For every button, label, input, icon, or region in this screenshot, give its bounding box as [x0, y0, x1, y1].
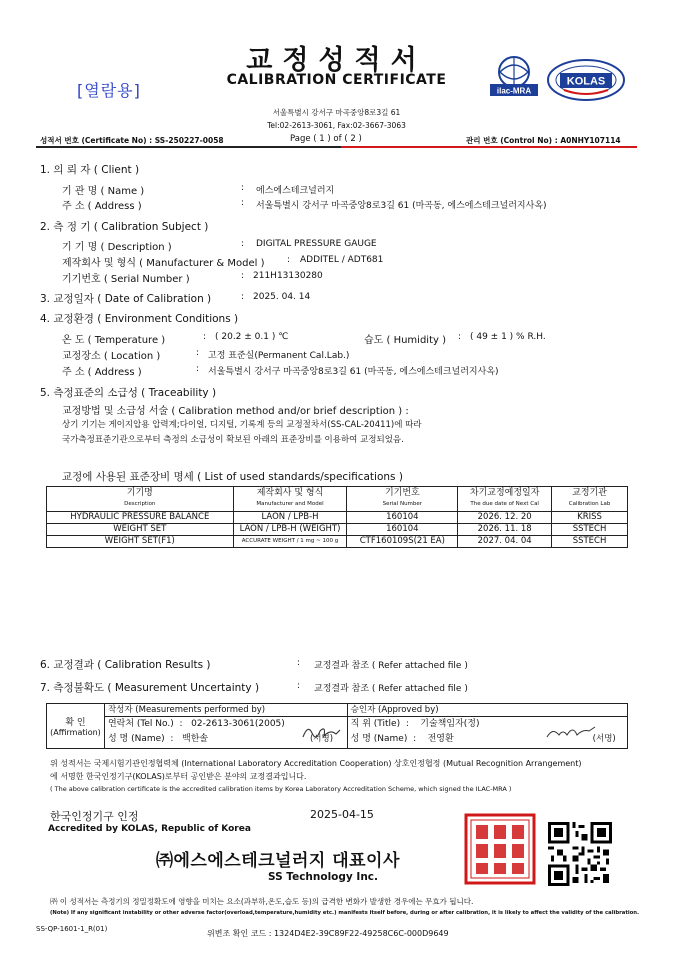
- table-cell: SSTECH: [552, 536, 628, 548]
- table-cell: LAON / LPB-H (WEIGHT): [233, 524, 347, 536]
- accreditation-en: Accredited by KOLAS, Republic of Korea: [48, 824, 251, 834]
- traceability-heading: 5. 측정표준의 소급성 ( Traceability ): [40, 387, 217, 399]
- header-divider-left: [36, 146, 341, 148]
- ilac-mra-logo-icon: [486, 54, 542, 98]
- table-header-row: [47, 487, 628, 512]
- colon: :: [196, 364, 200, 374]
- trace-method-line2: 국가측정표준기관으로부터 측정의 소급성이 확보된 아래의 표준장비를 이용하여 교정되었음.: [62, 435, 404, 445]
- subject-serial-value: 211H13130280: [253, 271, 323, 281]
- table-cell: 2026. 12. 20: [458, 512, 552, 524]
- colon: :: [287, 255, 291, 265]
- approver-name-label: 성 명 (Name): [350, 734, 408, 744]
- client-address-value: 서울특별시 강서구 마곡중앙8로3길 61 (마곡동, 에스에스테크널러지사옥): [256, 201, 547, 211]
- forgery-code: 위변조 확인 코드 : 1324D4E2-39C89F22-49258C6C-000D9649: [207, 929, 449, 938]
- uncertainty-heading: 7. 측정불확도 ( Measurement Uncertainty ): [40, 682, 260, 694]
- footnote-line1: 위 성적서는 국제시험기관인정협력체 (International Laboratory Accreditation Cooperation) 상호인정협정 (Mutual Recognition Arrangement): [50, 759, 582, 768]
- env-humidity-label: 습도 ( Humidity ): [364, 335, 447, 346]
- title-korean: 교정성적서: [246, 45, 427, 76]
- env-address-label: 주 소 ( Address ): [62, 367, 142, 378]
- trace-method-label: 교정방법 및 소급성 서술 ( Calibration method and/or brief description ) :: [62, 406, 409, 417]
- form-number: SS-QP-1601-1_R(01): [36, 925, 108, 933]
- table-row: [47, 536, 628, 548]
- subject-mfr-label: 제작회사 및 형식 ( Manufacturer & Model ): [62, 258, 265, 269]
- env-location-label: 교정장소 ( Location ): [62, 351, 161, 362]
- table-header-cell: 차기교정예정일자 The due date of Next Cal: [458, 487, 552, 512]
- accreditation-date: 2025-04-15: [310, 808, 374, 821]
- performer-tel-value: 02-2613-3061(2005): [191, 719, 285, 729]
- certificate-number: 성적서 번호 (Certificate No) : SS-250227-0058: [40, 136, 224, 145]
- note-en: (Note) If any significant instability or other adverse factor(overload,temperature,humidity etc.) manifests itself before, during or after calibration, it is likely to affect the validity of the calibration.: [50, 910, 640, 916]
- client-name-value: 에스에스테크널러지: [256, 186, 335, 196]
- affirmation-label-en: (Affirmation): [50, 728, 101, 737]
- table-header-cell: 기기명 Description: [47, 487, 234, 512]
- lab-address: 서울특별시 강서구 마곡중앙8로3길 61: [272, 108, 401, 117]
- title-english: CALIBRATION CERTIFICATE: [226, 72, 447, 88]
- performer-signature-icon: [300, 721, 342, 743]
- approver-sign-label: (서명): [592, 734, 616, 744]
- table-cell: SSTECH: [552, 524, 628, 536]
- table-header-cell: 제작회사 및 형식 Manufacturer and Model: [233, 487, 347, 512]
- subject-desc-value: DIGITAL PRESSURE GAUGE: [256, 239, 377, 249]
- subject-serial-label: 기기번호 ( Serial Number ): [62, 274, 190, 285]
- viewing-mark: [열람용]: [77, 81, 141, 100]
- client-address-label: 주 소 ( Address ): [62, 201, 142, 212]
- table-row: [47, 524, 628, 536]
- accreditation-ko: 한국인정기구 인정: [50, 810, 139, 823]
- colon: :: [241, 183, 245, 193]
- footnote-line2: 에 서명한 한국인정기구(KOLAS)로부터 공인받은 분야의 교정결과입니다.: [50, 772, 307, 781]
- table-header-cell: 기기번호 Serial Number: [347, 487, 458, 512]
- env-address-value: 서울특별시 강서구 마곡중앙8로3길 61 (마곡동, 에스에스테크널러지사옥): [208, 367, 499, 377]
- table-cell: 2026. 11. 18: [458, 524, 552, 536]
- client-heading: 1. 의 뢰 자 ( Client ): [40, 164, 140, 176]
- kolas-text: KOLAS: [566, 75, 606, 88]
- affirmation-label-cell: [47, 704, 105, 749]
- subject-mfr-value: ADDITEL / ADT681: [300, 255, 384, 265]
- subject-desc-label: 기 기 명 ( Description ): [62, 242, 172, 253]
- colon: :: [196, 348, 200, 358]
- colon: :: [297, 681, 301, 691]
- affirmation-label-ko: 확 인: [65, 718, 86, 728]
- table-cell: 160104: [347, 524, 458, 536]
- client-name-label: 기 관 명 ( Name ): [62, 186, 145, 197]
- performer-tel-row: 연락처 (Tel No.) : 02-2613-3061(2005): [107, 719, 285, 729]
- footnote-line3: ( The above calibration certificate is the accredited calibration items by Korea Laboratory Accreditation Scheme, which signed the ILAC-MRA ): [50, 785, 512, 793]
- control-number: 관리 번호 (Control No) : A0NHY107114: [466, 136, 621, 145]
- table-cell: 160104: [347, 512, 458, 524]
- results-value: 교정결과 참조 ( Refer attached file ): [314, 661, 468, 671]
- subject-heading: 2. 측 정 기 ( Calibration Subject ): [40, 221, 209, 233]
- environment-heading: 4. 교정환경 ( Environment Conditions ): [40, 313, 239, 325]
- trace-method-line1: 상기 기기는 게이지압용 압력계;다이얼, 디지털, 기록계 등의 교정절차서(SS-CAL-20411)에 따라: [62, 420, 422, 430]
- performer-name-value: 백한솔: [182, 734, 209, 744]
- approver-title-label: 직 위 (Title): [350, 719, 401, 729]
- date-value: 2025. 04. 14: [253, 292, 311, 302]
- table-cell: LAON / LPB-H: [233, 512, 347, 524]
- lab-contact: Tel:02-2613-3061, Fax:02-3667-3063: [267, 121, 406, 130]
- approver-signature-icon: [545, 723, 597, 743]
- performer-name-label: 성 명 (Name): [107, 734, 165, 744]
- table-cell: 2027. 04. 04: [458, 536, 552, 548]
- colon: :: [241, 239, 245, 249]
- table-cell: CTF160109S(21 EA): [347, 536, 458, 548]
- approver-title-row: 직 위 (Title) : 기술책임자(정): [350, 719, 480, 729]
- results-heading: 6. 교정결과 ( Calibration Results ): [40, 659, 211, 671]
- colon: :: [203, 332, 207, 342]
- approver-title-value: 기술책임자(정): [420, 719, 480, 729]
- table-cell: ACCURATE WEIGHT / 1 mg ~ 100 g: [233, 536, 347, 548]
- qr-code-icon: [548, 822, 612, 886]
- page-number: Page ( 1 ) of ( 2 ): [290, 134, 362, 144]
- table-cell: WEIGHT SET: [47, 524, 234, 536]
- standards-table: [46, 486, 628, 548]
- standards-heading: 교정에 사용된 표준장비 명세 ( List of used standards/specifications ): [62, 471, 403, 483]
- env-temp-value: ( 20.2 ± 0.1 ) ℃: [215, 332, 289, 342]
- date-heading: 3. 교정일자 ( Date of Calibration ): [40, 293, 212, 305]
- colon: :: [241, 271, 245, 281]
- performer-name-row: 성 명 (Name) : 백한솔 (서명): [105, 732, 347, 747]
- table-cell: WEIGHT SET(F1): [47, 536, 234, 548]
- kolas-logo-icon: [546, 58, 626, 102]
- env-temp-label: 온 도 ( Temperature ): [62, 335, 166, 346]
- table-cell: HYDRAULIC PRESSURE BALANCE: [47, 512, 234, 524]
- company-name-ko: ㈜에스에스테크널러지 대표이사: [156, 851, 400, 871]
- header-divider-right: [341, 146, 637, 148]
- note-ko: ㈜ 이 성적서는 측정기의 정밀정확도에 영향을 미치는 요소(과부하,온도,습도 등)의 급격한 변화가 발생한 경우에는 무효가 됩니다.: [50, 897, 474, 906]
- ilac-text: ilac-MRA: [496, 86, 532, 96]
- table-row: [47, 512, 628, 524]
- performer-sign-label: (서명): [309, 734, 334, 744]
- colon: :: [458, 332, 462, 342]
- approver-name-value: 전영환: [427, 734, 454, 744]
- performer-heading: 작성자 (Measurements performed by): [105, 704, 347, 717]
- env-humidity-value: ( 49 ± 1 ) % R.H.: [470, 332, 546, 342]
- company-seal-icon: [463, 812, 537, 886]
- company-name-en: SS Technology Inc.: [268, 871, 379, 883]
- env-location-value: 고정 표준실(Permanent Cal.Lab.): [208, 351, 350, 361]
- uncertainty-value: 교정결과 참조 ( Refer attached file ): [314, 684, 468, 694]
- performer-tel-label: 연락처 (Tel No.): [107, 719, 174, 729]
- colon: :: [241, 198, 245, 208]
- approver-heading: 승인자 (Approved by): [348, 704, 627, 717]
- colon: :: [297, 658, 301, 668]
- colon: :: [241, 292, 245, 302]
- approver-name-row: 성 명 (Name) : 전영환 (서명): [348, 732, 627, 747]
- table-cell: KRISS: [552, 512, 628, 524]
- table-header-cell: 교정기관 Calibration Lab: [552, 487, 628, 512]
